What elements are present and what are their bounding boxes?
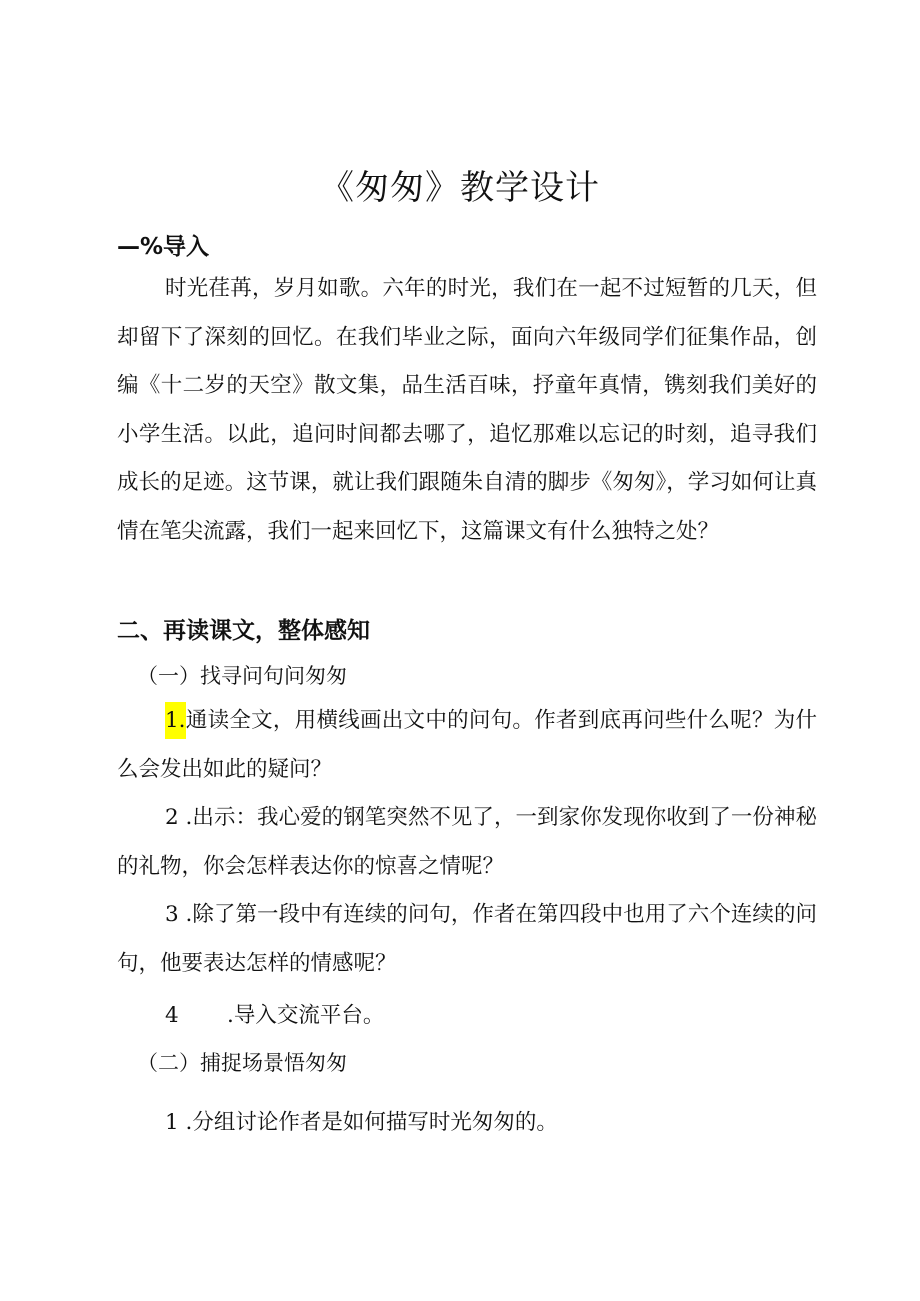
subsection-heading-questions: （一）找寻问句问匆匆 — [137, 664, 347, 688]
document-title: 《匆匆》教学设计 — [320, 168, 600, 208]
intro-paragraph: 时光荏苒，岁月如歌。六年的时光，我们在一起不过短暂的几天，但却留下了深刻的回忆。在我们毕业之际，面向六年级同学们征集作品，创编《十二岁的天空》散文集，品生活百味，抒童年真情，镌刻我们美好的小学生活。以此，追问时间都去哪了，追忆那难以忘记的时刻，追寻我们成长的足迹。这节课，就让我们跟随朱自清的脚步《匆匆》，学习如何让真情在笔尖流露，我们一起来回忆下，这篇课文有什么独特之处？ — [117, 276, 817, 544]
list-item-2 — [117, 794, 817, 891]
list-item-2-text: .出示：我心爱的钢笔突然不见了，一到家你发现你收到了一份神秘的礼物，你会怎样表达你的惊喜之情呢？ — [117, 805, 817, 879]
list-item-3-text: .除了第一段中有连续的问句，作者在第四段中也用了六个连续的问句，他要表达怎样的情感呢？ — [117, 902, 817, 976]
list-item-4-number: 4 — [165, 1003, 179, 1028]
list-item-4-text: .导入交流平台。 — [227, 1003, 385, 1028]
list-item-5 — [165, 1105, 558, 1136]
list-item-3-number: 3 — [165, 902, 179, 927]
list-item-1-text: 通读全文，用横线画出文中的问句。作者到底再问些什么呢？为什么会发出如此的疑问？ — [117, 708, 817, 782]
list-item-1 — [117, 697, 817, 794]
section-heading-intro: —%导入 — [117, 234, 210, 260]
section-heading-reread: 二、再读课文，整体感知 — [117, 618, 370, 644]
list-item-3 — [117, 891, 817, 988]
subsection-heading-scenes: （二）捕捉场景悟匆匆 — [137, 1051, 347, 1075]
list-item-1-number: 1. — [165, 702, 186, 739]
list-item-2-number: 2 — [165, 805, 179, 830]
list-item-5-number: 1 — [165, 1110, 179, 1135]
list-item-4 — [165, 998, 384, 1029]
list-item-5-text: .分组讨论作者是如何描写时光匆匆的。 — [178, 1110, 558, 1135]
